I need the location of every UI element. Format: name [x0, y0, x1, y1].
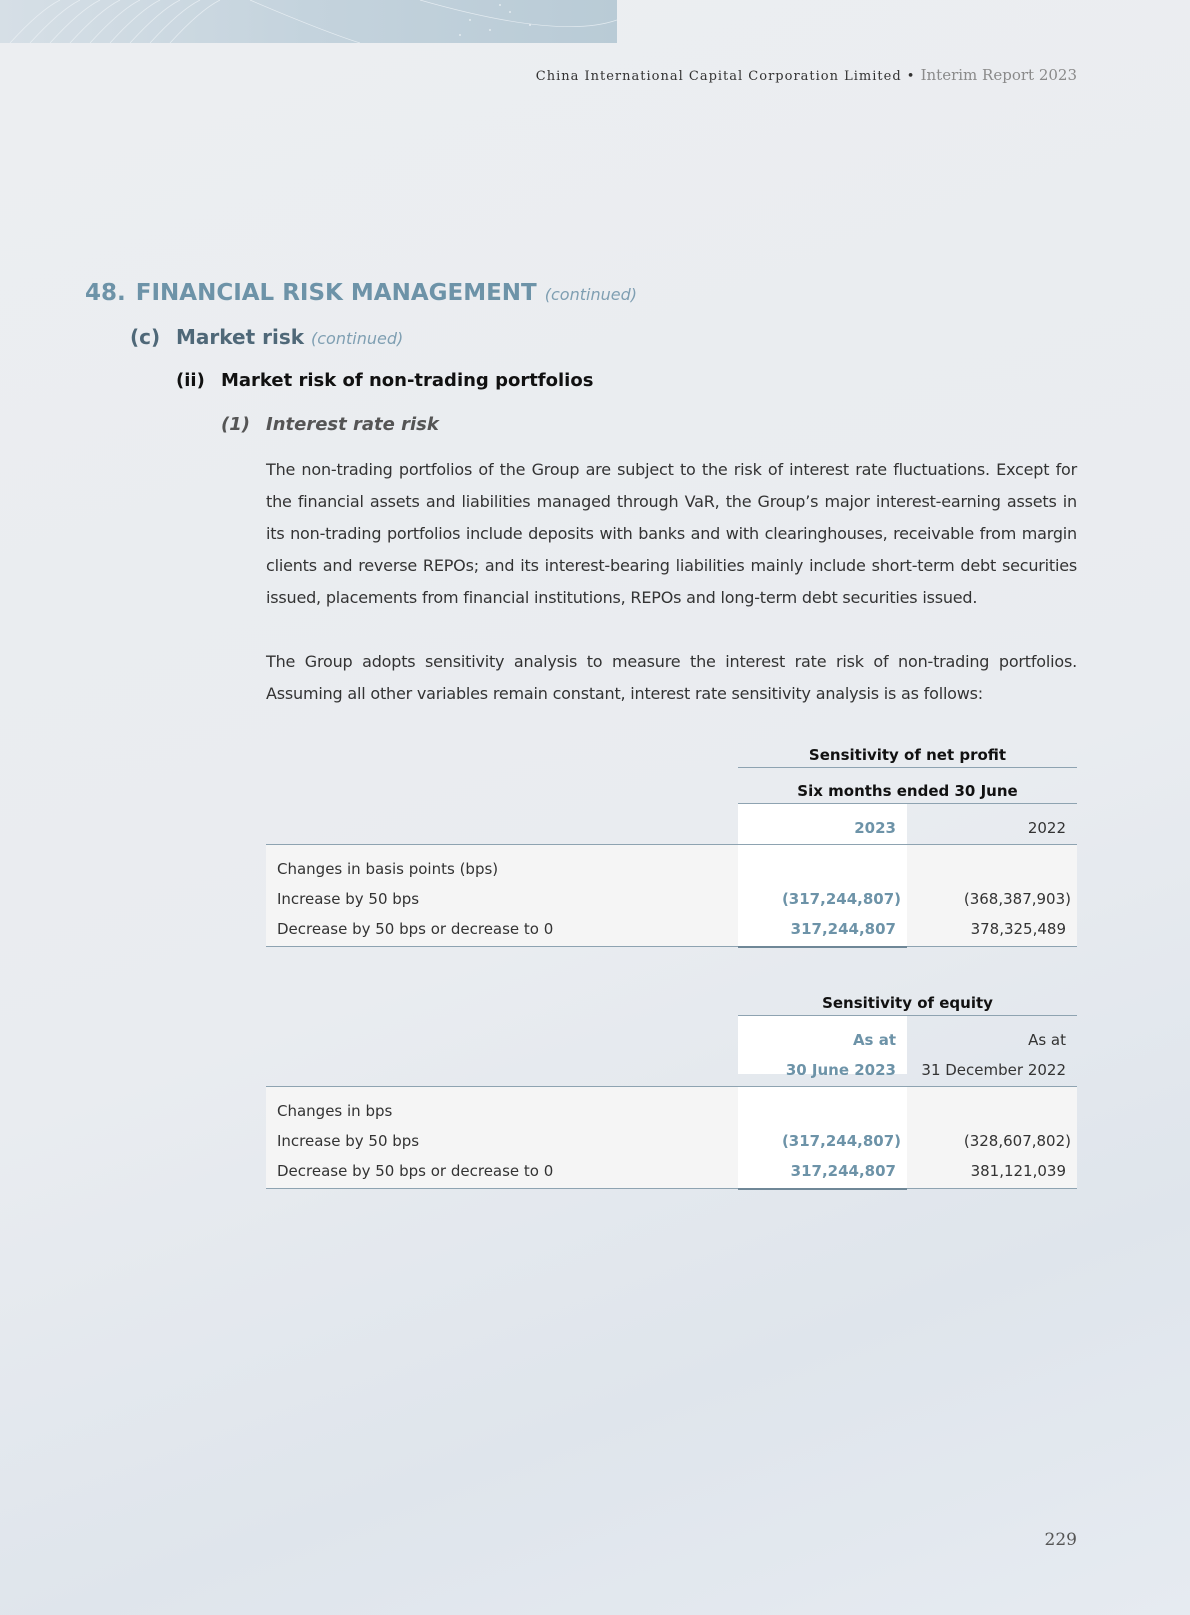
subsection-heading [130, 325, 403, 349]
divider [738, 946, 907, 948]
report-title: Interim Report 2023 [920, 66, 1077, 84]
subsection-number: (c) [130, 325, 161, 349]
value-2022: 381,121,039 [970, 1162, 1066, 1180]
section-number: 48. [85, 280, 126, 306]
section-title: FINANCIAL RISK MANAGEMENT [135, 280, 537, 306]
value-2023: 317,244,807 [790, 1162, 896, 1180]
column-header-date: 31 December 2022 [921, 1061, 1066, 1079]
table-title: Sensitivity of equity [822, 994, 993, 1012]
topic-number: (1) [221, 414, 250, 435]
equity-sensitivity-table [266, 988, 1077, 1193]
divider [738, 767, 1077, 768]
value-2023: (317,244,807) [781, 1132, 901, 1150]
column-header-2022: 2022 [1027, 819, 1066, 837]
divider [738, 1188, 907, 1190]
value-2023: (317,244,807) [781, 890, 901, 908]
divider [266, 1188, 1077, 1189]
value-2023: 317,244,807 [790, 920, 896, 938]
value-2022: (328,607,802) [963, 1132, 1071, 1150]
header-banner-image [0, 0, 617, 43]
column-header-date: 30 June 2023 [785, 1061, 896, 1079]
table-title: Sensitivity of net profit [808, 746, 1007, 764]
sub-subsection-title: Market risk of non-trading portfolios [221, 370, 594, 391]
paragraph: The non-trading portfolios of the Group are subject to the risk of interest rate fluctuations. Except for the financial assets and liabilities managed through VaR, the Group’s major interest-earning assets in its non-trading portfolios include deposits with banks and with clearinghouses, receivable from margin clients and reverse REPOs; and its interest-bearing liabilities mainly include short-term debt securities issued, placements from financial institutions, REPOs and long-term debt securities issued. [266, 460, 1077, 607]
row-label: Increase by 50 bps [277, 890, 420, 908]
sub-subsection-heading [176, 370, 593, 391]
continued-label: (continued) [544, 285, 637, 304]
topic-title: Interest rate risk [266, 414, 439, 435]
row-label: Decrease by 50 bps or decrease to 0 [277, 1162, 554, 1180]
column-header-as-at: As at [1028, 1031, 1066, 1049]
column-header-as-at: As at [852, 1031, 896, 1049]
continued-label: (continued) [311, 329, 404, 348]
separator-bullet: • [906, 69, 916, 84]
column-header-2023: 2023 [854, 819, 896, 837]
divider [266, 946, 1077, 947]
running-header [536, 66, 1077, 84]
value-2022: (368,387,903) [963, 890, 1071, 908]
row-label: Changes in bps [277, 1102, 393, 1120]
topic-heading [221, 414, 439, 435]
sub-subsection-number: (ii) [176, 370, 205, 391]
net-profit-sensitivity-table [266, 740, 1077, 950]
paragraph: The Group adopts sensitivity analysis to measure the interest rate risk of non-trading portfolios. Assuming all other variables remain constant, interest rate sensitivity analysis is as follows: [266, 652, 1077, 703]
subsection-title: Market risk [176, 325, 305, 349]
page-number: 229 [1044, 1530, 1077, 1550]
row-label: Decrease by 50 bps or decrease to 0 [277, 920, 554, 938]
table-subtitle: Six months ended 30 June [797, 782, 1018, 800]
value-2022: 378,325,489 [970, 920, 1066, 938]
row-label: Changes in basis points (bps) [277, 860, 499, 878]
section-heading [85, 280, 637, 306]
company-name: China International Capital Corporation Limited [535, 69, 902, 84]
row-label: Increase by 50 bps [277, 1132, 420, 1150]
